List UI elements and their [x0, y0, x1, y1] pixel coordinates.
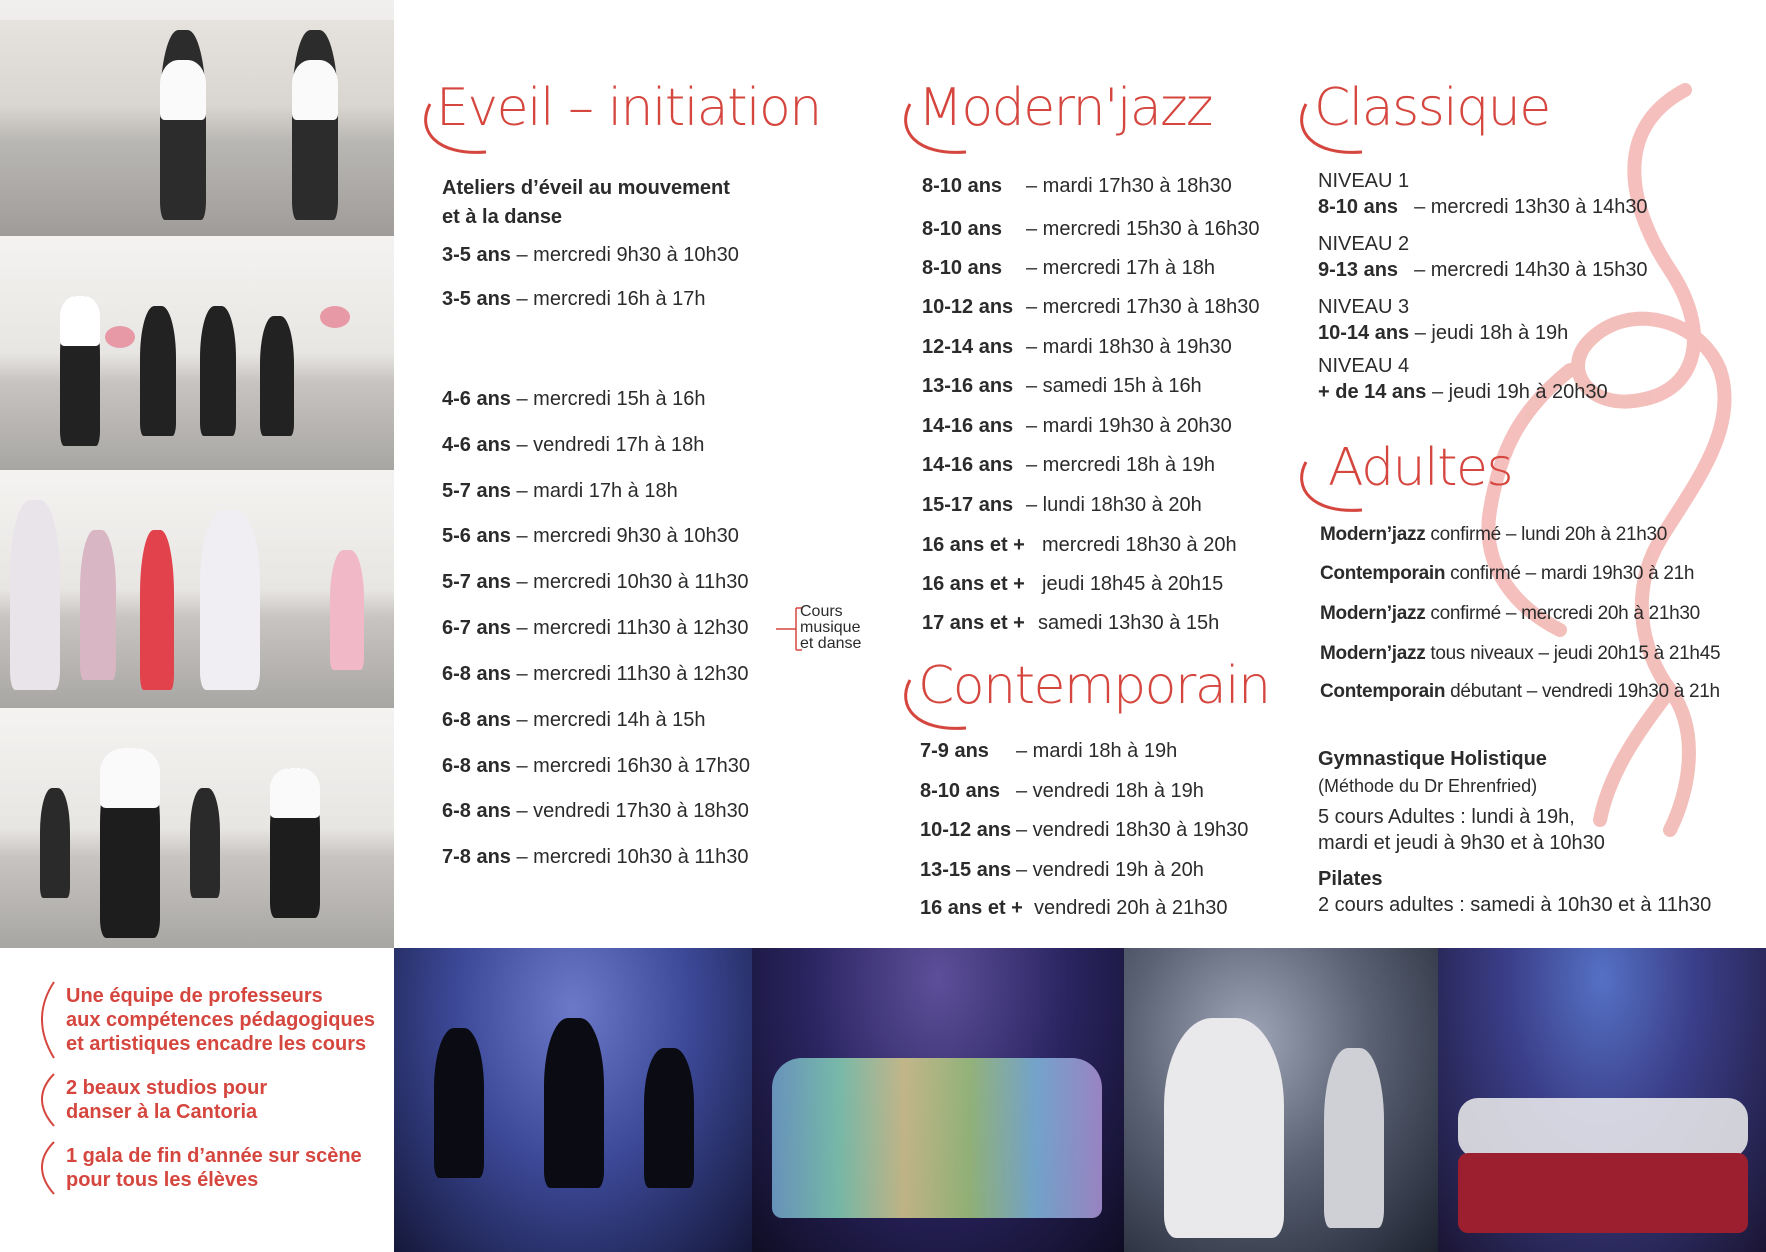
adultes-title: Adultes	[1328, 438, 1513, 498]
age-range: 6-7 ans	[442, 617, 511, 639]
modern-age: 12-14 ans	[922, 336, 1014, 358]
classique-row	[1318, 259, 1648, 282]
modern-age: 16 ans et +	[922, 573, 1025, 595]
modern-age: 14-16 ans	[922, 415, 1014, 437]
modern-age: 10-12 ans	[922, 296, 1014, 318]
time-slot: – mercredi 9h30 à 10h30	[510, 525, 739, 547]
contemporain-time: – vendredi 18h à 19h	[1016, 780, 1204, 802]
modern-time: jeudi 18h45 à 20h15	[1042, 573, 1224, 595]
contemporain-age: 8-10 ans	[920, 780, 1001, 802]
age-range: 10-14 ans	[1318, 322, 1410, 344]
classique-level: NIVEAU 3	[1318, 296, 1410, 318]
time-slot: confirmé – lundi 20h à 21h30	[1425, 524, 1668, 545]
photo-stage-red-pants	[1438, 948, 1766, 1252]
bullet-arc	[36, 1140, 60, 1198]
age-range: 4-6 ans	[442, 388, 511, 410]
dance-style: Contemporain	[1320, 563, 1446, 584]
classique-row	[1318, 322, 1568, 345]
time-slot: tous niveaux – jeudi 20h15 à 21h45	[1425, 643, 1721, 664]
time-slot: – mercredi 14h à 15h	[510, 709, 706, 731]
modern-time: samedi 13h30 à 15h	[1038, 612, 1220, 634]
eveil-row	[442, 244, 739, 267]
adultes-row	[1320, 603, 1700, 625]
time-slot: – mercredi 9h30 à 10h30	[510, 244, 739, 266]
time-slot: – mercredi 11h30 à 12h30	[510, 663, 749, 685]
time-slot: confirmé – mercredi 20h à 21h30	[1425, 603, 1700, 624]
photo-ballet-girls	[0, 470, 394, 708]
classique-level: NIVEAU 1	[1318, 170, 1410, 192]
eveil-row	[442, 571, 749, 594]
gym-line-1: 5 cours Adultes : lundi à 19h,	[1318, 806, 1575, 828]
time-slot: – mercredi 13h30 à 14h30	[1414, 196, 1648, 218]
modern-time: mercredi 18h30 à 20h	[1042, 534, 1237, 556]
modern-age: 8-10 ans	[922, 218, 1003, 240]
adultes-row	[1320, 643, 1720, 665]
time-slot: – mercredi 14h30 à 15h30	[1414, 259, 1648, 281]
modern-age: 15-17 ans	[922, 494, 1014, 516]
photo-stage-children	[752, 948, 1124, 1252]
time-slot: – mercredi 11h30 à 12h30	[510, 617, 749, 639]
modern-time: – mardi 17h30 à 18h30	[1026, 175, 1232, 197]
gym-line-2: mardi et jeudi à 9h30 et à 10h30	[1318, 832, 1605, 854]
dance-style: Modern’jazz	[1320, 643, 1426, 664]
time-slot: confirmé – mardi 19h30 à 21h	[1445, 563, 1695, 584]
dance-style: Modern’jazz	[1320, 603, 1426, 624]
time-slot: débutant – vendredi 19h30 à 21h	[1445, 681, 1720, 702]
eveil-row	[442, 388, 706, 411]
contemporain-age: 13-15 ans	[920, 859, 1012, 881]
bullet-arc	[36, 980, 60, 1062]
modern-title: Modern'jazz	[918, 78, 1212, 138]
age-range: 6-8 ans	[442, 800, 511, 822]
modern-time: – mercredi 18h à 19h	[1026, 454, 1216, 476]
time-slot: – mercredi 16h à 17h	[510, 288, 706, 310]
dance-style: Contemporain	[1320, 681, 1446, 702]
eveil-subtitle: Ateliers d’éveil au mouvement et à la danse	[442, 177, 730, 228]
age-range: + de 14 ans	[1318, 381, 1427, 403]
contemporain-age: 16 ans et +	[920, 897, 1023, 919]
modern-time: – samedi 15h à 16h	[1026, 375, 1202, 397]
modern-time: – mardi 18h30 à 19h30	[1026, 336, 1232, 358]
photo-stage-white-dress	[1124, 948, 1438, 1252]
photo-fan-dance	[0, 236, 394, 470]
time-slot: – mercredi 10h30 à 11h30	[510, 571, 749, 593]
age-range: 3-5 ans	[442, 244, 511, 266]
age-range: 5-7 ans	[442, 571, 511, 593]
feature-line: Une équipe de professeurs	[66, 985, 323, 1007]
photo-stage-jump	[394, 948, 752, 1252]
time-slot: – jeudi 18h à 19h	[1409, 322, 1569, 344]
photo-ballet-class	[0, 0, 394, 236]
age-range: 3-5 ans	[442, 288, 511, 310]
age-range: 4-6 ans	[442, 434, 511, 456]
eveil-row	[442, 846, 749, 869]
adultes-row	[1320, 563, 1694, 585]
adultes-row	[1320, 681, 1720, 703]
bullet-arc	[36, 1072, 60, 1130]
age-range: 5-6 ans	[442, 525, 511, 547]
modern-age: 14-16 ans	[922, 454, 1014, 476]
modern-time: – mercredi 17h30 à 18h30	[1026, 296, 1260, 318]
modern-age: 16 ans et +	[922, 534, 1025, 556]
time-slot: – mercredi 16h30 à 17h30	[510, 755, 750, 777]
pilates-line: 2 cours adultes : samedi à 10h30 et à 11h30	[1318, 894, 1712, 916]
contemporain-time: – vendredi 18h30 à 19h30	[1016, 819, 1249, 841]
adultes-row	[1320, 524, 1667, 546]
eveil-row	[442, 525, 739, 548]
classique-row	[1318, 381, 1608, 404]
time-slot: – mercredi 10h30 à 11h30	[510, 846, 749, 868]
gym-method: (Méthode du Dr Ehrenfried)	[1318, 776, 1538, 796]
time-slot: – vendredi 17h à 18h	[510, 434, 705, 456]
time-slot: – jeudi 19h à 20h30	[1426, 381, 1608, 403]
age-range: 6-8 ans	[442, 755, 511, 777]
modern-age: 8-10 ans	[922, 257, 1003, 279]
modern-time: – mercredi 15h30 à 16h30	[1026, 218, 1260, 240]
contemporain-time: – mardi 18h à 19h	[1016, 740, 1178, 762]
eveil-row	[442, 755, 750, 778]
eveil-row	[442, 663, 749, 686]
photo-adult-class	[0, 708, 394, 948]
age-range: 5-7 ans	[442, 480, 511, 502]
eveil-row	[442, 800, 749, 823]
modern-time: – lundi 18h30 à 20h	[1026, 494, 1202, 516]
contemporain-title: Contemporain	[918, 656, 1270, 716]
feature-line: 2 beaux studios pour	[66, 1077, 268, 1099]
classique-title: Classique	[1314, 78, 1550, 138]
modern-age: 13-16 ans	[922, 375, 1014, 397]
modern-age: 8-10 ans	[922, 175, 1003, 197]
time-slot: – mercredi 15h à 16h	[510, 388, 706, 410]
feature-line: danser à la Cantoria	[66, 1101, 258, 1123]
eveil-row	[442, 480, 678, 503]
contemporain-age: 7-9 ans	[920, 740, 989, 762]
age-range: 7-8 ans	[442, 846, 511, 868]
time-slot: – mardi 17h à 18h	[510, 480, 678, 502]
modern-time: – mercredi 17h à 18h	[1026, 257, 1216, 279]
eveil-row	[442, 288, 706, 311]
dance-style: Modern’jazz	[1320, 524, 1426, 545]
eveil-row	[442, 434, 704, 457]
feature-line: et artistiques encadre les cours	[66, 1033, 367, 1055]
modern-time: – mardi 19h30 à 20h30	[1026, 415, 1232, 437]
age-range: 8-10 ans	[1318, 196, 1399, 218]
music-dance-note: Cours musique et danse	[800, 603, 862, 652]
feature-bullet	[66, 984, 375, 1056]
contemporain-time: – vendredi 19h à 20h	[1016, 859, 1204, 881]
age-range: 6-8 ans	[442, 663, 511, 685]
classique-row	[1318, 196, 1648, 219]
gym-title: Gymnastique Holistique	[1318, 748, 1547, 770]
age-range: 9-13 ans	[1318, 259, 1399, 281]
modern-age: 17 ans et +	[922, 612, 1025, 634]
eveil-row	[442, 617, 749, 640]
time-slot: – vendredi 17h30 à 18h30	[510, 800, 749, 822]
feature-line: pour tous les élèves	[66, 1169, 259, 1191]
feature-bullet	[66, 1144, 362, 1192]
eveil-title: Eveil – initiation	[436, 78, 821, 138]
classique-level: NIVEAU 2	[1318, 233, 1410, 255]
age-range: 6-8 ans	[442, 709, 511, 731]
feature-line: 1 gala de fin d’année sur scène	[66, 1145, 362, 1167]
eveil-row	[442, 709, 706, 732]
contemporain-age: 10-12 ans	[920, 819, 1012, 841]
feature-line: aux compétences pédagogiques	[66, 1009, 375, 1031]
pilates-title: Pilates	[1318, 868, 1383, 890]
classique-level: NIVEAU 4	[1318, 355, 1410, 377]
feature-bullet	[66, 1076, 267, 1124]
contemporain-time: vendredi 20h à 21h30	[1034, 897, 1228, 919]
